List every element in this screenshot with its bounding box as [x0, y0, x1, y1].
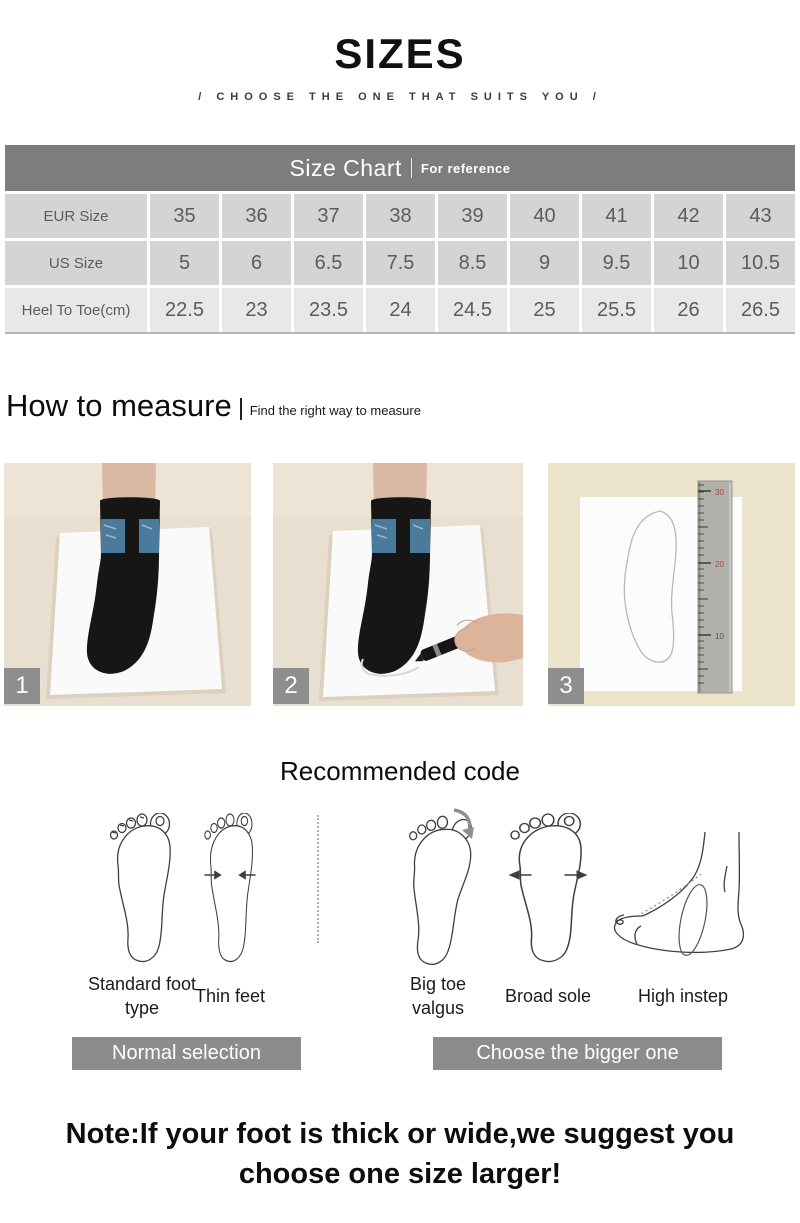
broad-sole-diagram — [488, 800, 608, 1006]
diagram-label: Thin feet — [194, 986, 266, 1006]
foot-type-diagrams — [0, 800, 800, 1035]
step-photo-2 — [273, 463, 523, 706]
heading-divider — [240, 398, 242, 420]
table-cell: 10.5 — [726, 241, 795, 285]
foot-sole-icon — [198, 813, 262, 968]
high-instep-diagram — [607, 800, 759, 1006]
how-to-measure-title: How to measure — [6, 388, 232, 423]
table-cell: 9.5 — [582, 241, 651, 285]
table-cell: 7.5 — [366, 241, 435, 285]
table-cell: 6 — [222, 241, 291, 285]
table-cell: 22.5 — [150, 288, 219, 332]
table-cell: 41 — [582, 194, 651, 238]
size-chart-header — [5, 145, 795, 191]
high-instep-art — [607, 800, 759, 968]
foot-sole-icon — [392, 808, 484, 968]
size-note-line1: Note:If your foot is thick or wide,we suggest you — [65, 1118, 735, 1150]
table-cell: 10 — [654, 241, 723, 285]
foot-sole-icon — [102, 813, 182, 968]
table-cell: 26 — [654, 288, 723, 332]
step-photo-1 — [4, 463, 251, 706]
thin-feet-art — [180, 800, 280, 968]
ruler-mark: 20 — [715, 560, 724, 569]
table-cell: 5 — [150, 241, 219, 285]
table-cell: 25.5 — [582, 288, 651, 332]
table-cell: 9 — [510, 241, 579, 285]
table-cell: 23.5 — [294, 288, 363, 332]
table-cell: 37 — [294, 194, 363, 238]
table-cell: 39 — [438, 194, 507, 238]
row-label-heel-toe: Heel To Toe(cm) — [5, 288, 147, 332]
table-cell: 42 — [654, 194, 723, 238]
diagram-label: High instep — [637, 986, 729, 1006]
table-cell: 40 — [510, 194, 579, 238]
table-cell: 36 — [222, 194, 291, 238]
choose-bigger-bar: Choose the bigger one — [433, 1037, 722, 1070]
tracing-foot-photo — [273, 463, 523, 706]
page-title: SIZES — [334, 30, 466, 77]
page-subtitle: / CHOOSE THE ONE THAT SUITS YOU / — [198, 91, 602, 103]
size-chart — [5, 145, 795, 334]
table-cell: 8.5 — [438, 241, 507, 285]
step-photo-3 — [548, 463, 795, 706]
diagram-label: Broad sole — [504, 986, 592, 1006]
table-cell: 6.5 — [294, 241, 363, 285]
row-label-us: US Size — [5, 241, 147, 285]
table-cell: 24.5 — [438, 288, 507, 332]
dotted-divider — [317, 815, 319, 943]
table-cell: 26.5 — [726, 288, 795, 332]
how-to-measure-heading — [6, 388, 421, 424]
size-chart-table — [5, 194, 795, 332]
diagram-label: Big toe valgus — [409, 974, 467, 1018]
big-toe-valgus-diagram — [388, 800, 488, 1018]
header-divider — [411, 158, 412, 178]
girth-ellipse — [674, 882, 712, 957]
step-badge: 2 — [273, 668, 309, 704]
broad-sole-art — [488, 800, 608, 968]
thin-feet-diagram — [180, 800, 280, 1006]
ruler-measure-photo — [548, 463, 795, 706]
foot-on-paper-photo — [4, 463, 251, 706]
title-block — [0, 30, 800, 103]
recommended-code-title: Recommended code — [280, 756, 520, 786]
size-note — [0, 1114, 800, 1194]
big-toe-valgus-art — [388, 800, 488, 968]
ruler-mark: 10 — [715, 632, 724, 641]
row-label-eur: EUR Size — [5, 194, 147, 238]
step-badge: 1 — [4, 668, 40, 704]
foot-side-icon — [607, 832, 759, 968]
ruler — [698, 481, 732, 693]
size-note-line2: choose one size larger! — [238, 1158, 562, 1190]
step-badge: 3 — [548, 668, 584, 704]
measure-step-photos — [0, 463, 800, 706]
how-to-measure-subtitle: Find the right way to measure — [249, 402, 421, 418]
ruler-mark: 30 — [715, 488, 724, 497]
foot-sole-icon — [501, 813, 595, 968]
table-cell: 43 — [726, 194, 795, 238]
table-cell: 24 — [366, 288, 435, 332]
diagram-label: Standard foot type — [87, 974, 197, 1018]
table-cell: 23 — [222, 288, 291, 332]
table-cell: 38 — [366, 194, 435, 238]
table-cell: 35 — [150, 194, 219, 238]
table-cell: 25 — [510, 288, 579, 332]
size-chart-note: For reference — [420, 160, 511, 176]
normal-selection-bar: Normal selection — [72, 1037, 301, 1070]
size-chart-title: Size Chart — [289, 154, 402, 181]
